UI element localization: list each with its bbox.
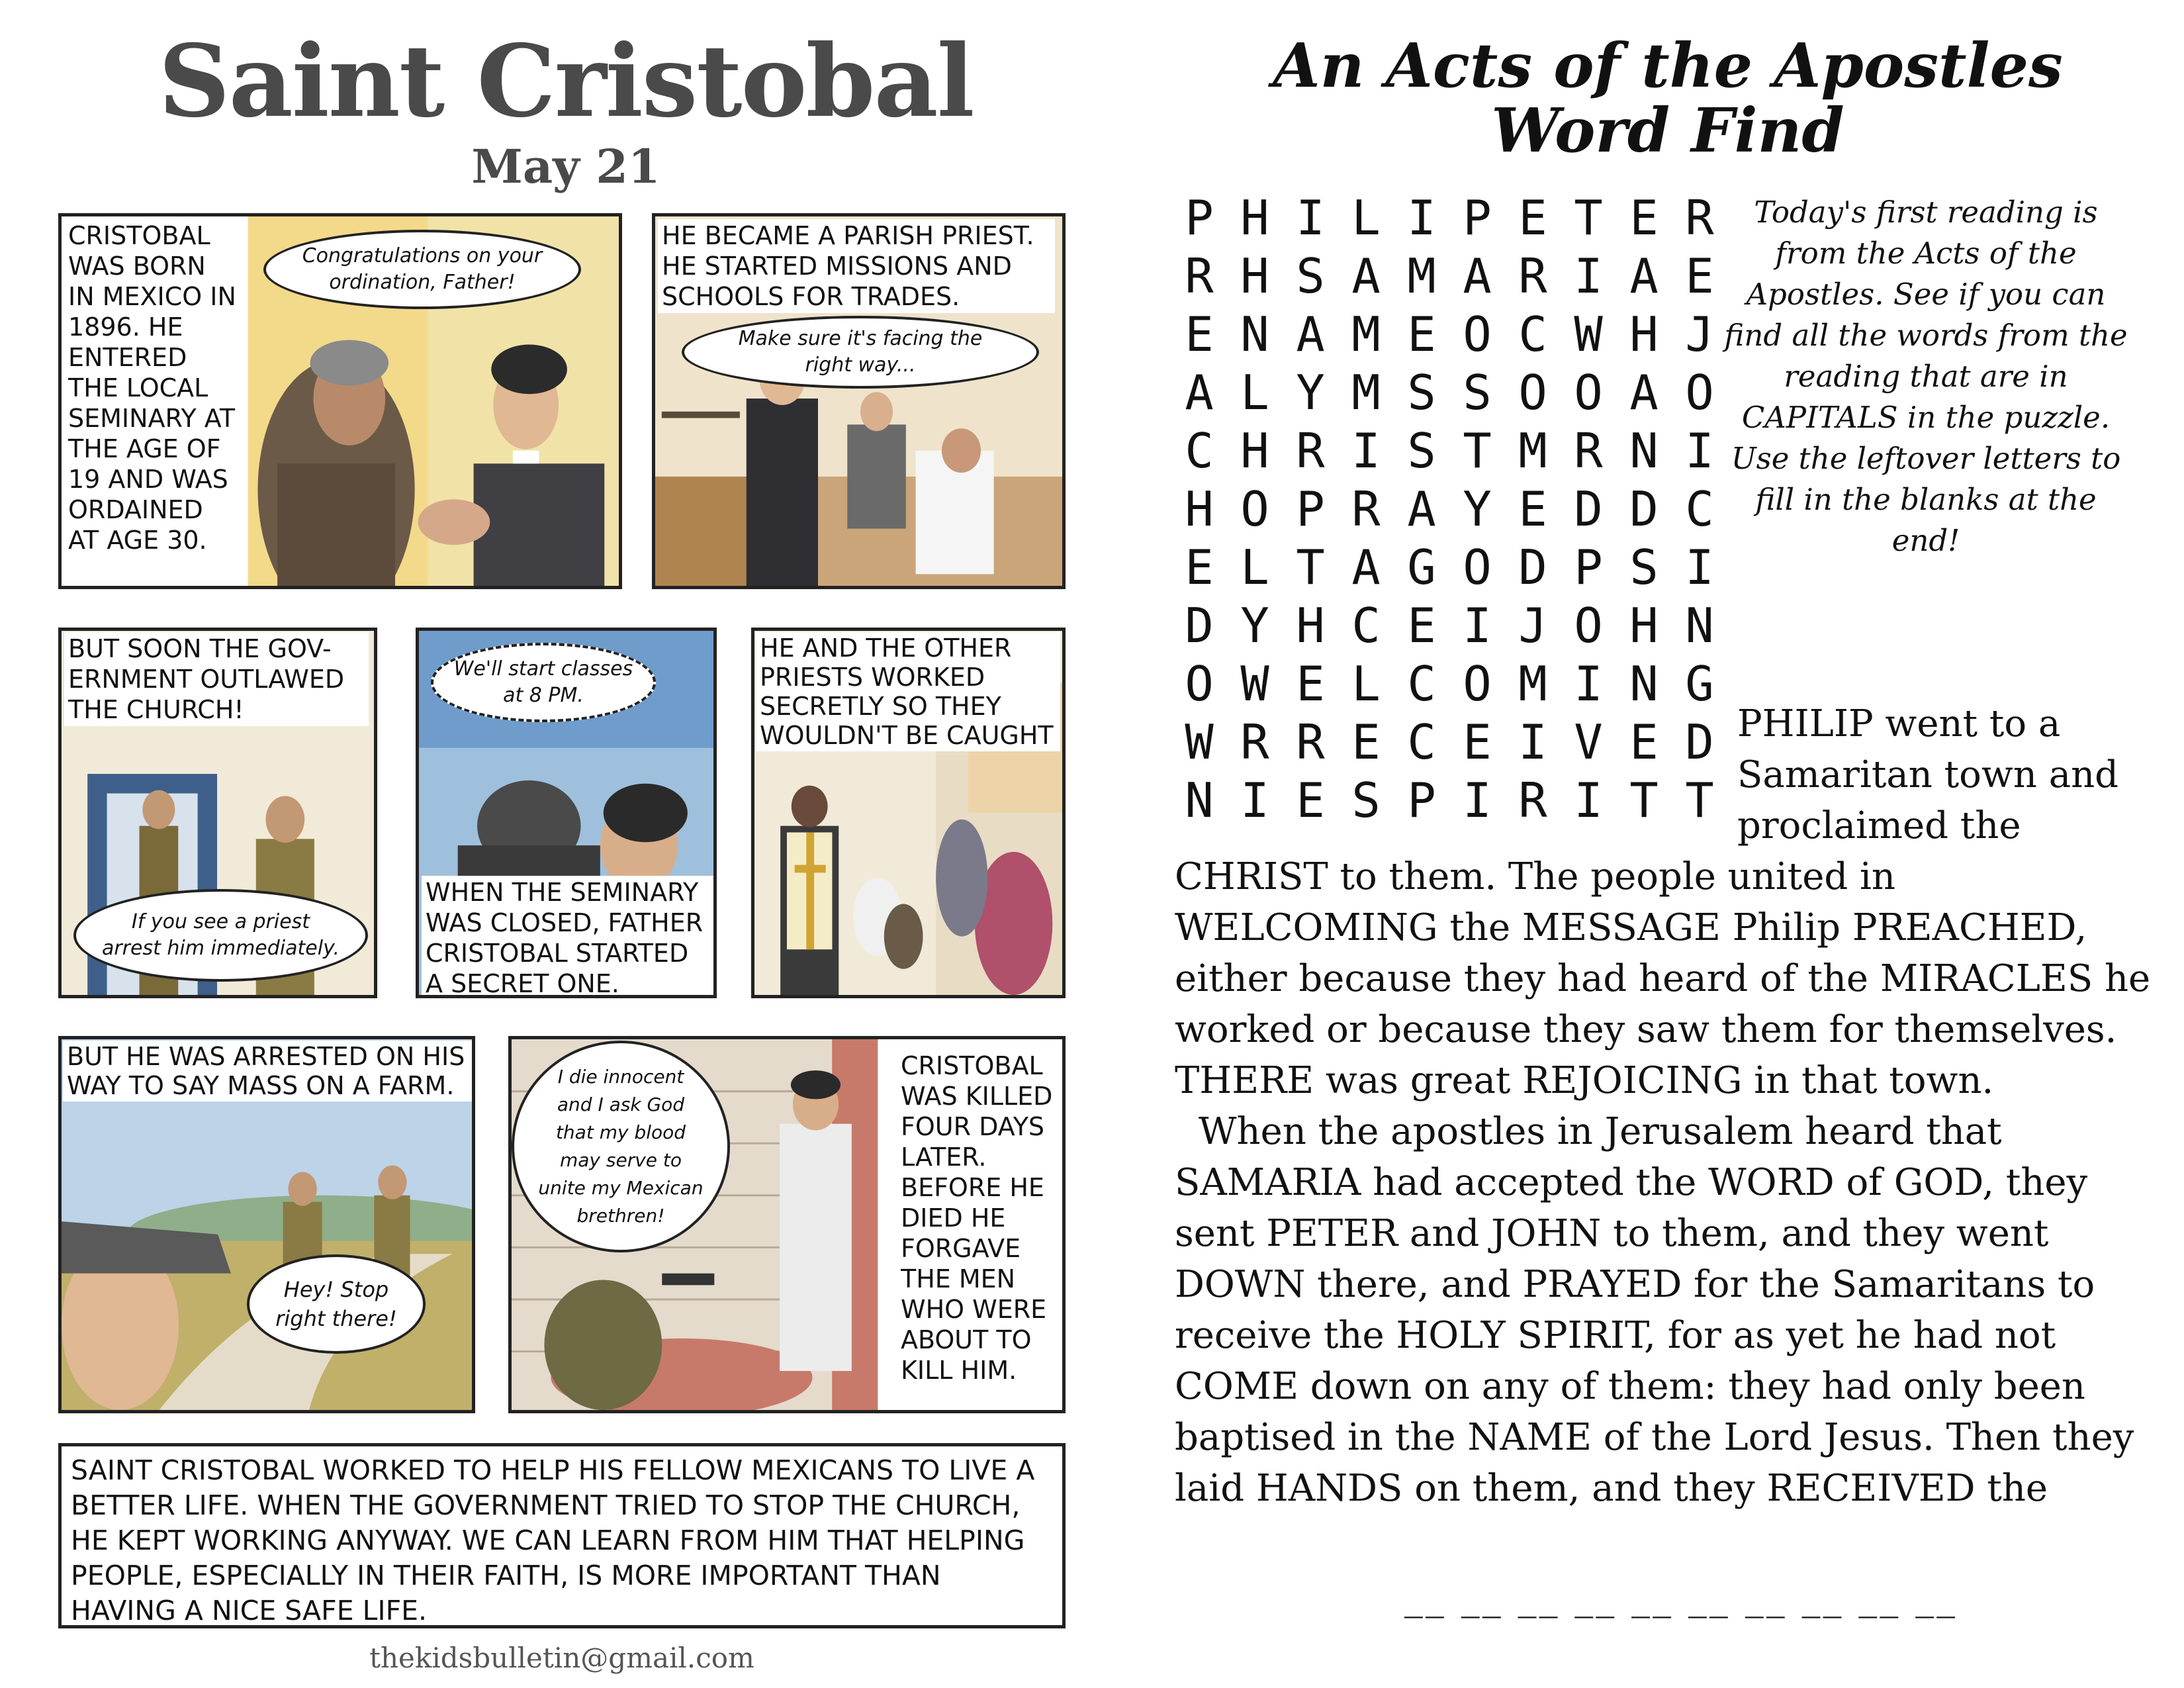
grid-row [1171, 480, 1727, 538]
grid-letter[interactable]: S [1629, 539, 1659, 595]
grid-row [1171, 305, 1727, 363]
grid-letter[interactable]: T [1296, 539, 1325, 595]
answer-blanks[interactable]: __ __ __ __ __ __ __ __ __ __ [1404, 1575, 1958, 1618]
grid-letter[interactable]: N [1629, 423, 1659, 479]
grid-letter[interactable]: I [1240, 773, 1269, 828]
grid-letter[interactable]: T [1574, 190, 1603, 246]
feast-date: May 21 [471, 139, 660, 194]
comic-panel-secret-seminary [416, 628, 717, 998]
reading-start: PHILIP went to a Samaritan town and proclaimed the [1737, 702, 2118, 847]
comic-panel-secret-mass [751, 628, 1066, 998]
grid-letter[interactable]: L [1351, 656, 1381, 712]
grid-letter[interactable]: R [1240, 714, 1269, 770]
grid-letter[interactable]: I [1574, 773, 1603, 828]
grid-row [1171, 771, 1727, 829]
grid-letter[interactable]: E [1407, 306, 1436, 362]
panel-caption: BUT HE WAS ARRESTED ON HIS WAY TO SAY MASS ON A FARM. [63, 1041, 475, 1102]
word-search-grid [1171, 189, 1727, 829]
grid-letter[interactable]: C [1351, 598, 1381, 653]
grid-letter[interactable]: H [1240, 248, 1269, 304]
grid-letter[interactable]: O [1574, 365, 1603, 420]
grid-letter[interactable]: W [1240, 656, 1269, 712]
grid-letter[interactable]: D [1574, 481, 1603, 537]
grid-letter[interactable]: E [1685, 248, 1714, 304]
grid-letter[interactable]: T [1685, 773, 1714, 828]
grid-letter[interactable]: L [1240, 365, 1269, 420]
grid-letter[interactable]: O [1463, 539, 1492, 595]
contact-email: thekidsbulletin@gmail.com [369, 1642, 754, 1674]
grid-letter[interactable]: N [1240, 306, 1269, 362]
grid-letter[interactable]: E [1185, 306, 1214, 362]
speech-bubble: Congratulations on your ordination, Father! [263, 230, 581, 309]
grid-letter[interactable]: E [1463, 714, 1492, 770]
grid-letter[interactable]: I [1463, 773, 1492, 828]
grid-letter[interactable]: Y [1240, 598, 1269, 653]
grid-row [1171, 363, 1727, 422]
word-find-title [1165, 30, 2171, 166]
grid-letter[interactable]: P [1463, 190, 1492, 246]
grid-letter[interactable]: O [1240, 481, 1269, 537]
grid-letter[interactable]: I [1574, 656, 1603, 712]
grid-row [1171, 189, 1727, 247]
comic-panel-parish-priest [652, 213, 1066, 589]
grid-letter[interactable]: O [1463, 656, 1492, 712]
grid-letter[interactable]: L [1240, 539, 1269, 595]
grid-letter[interactable]: W [1185, 714, 1214, 770]
grid-letter[interactable]: N [1629, 656, 1659, 712]
grid-letter[interactable]: C [1407, 714, 1436, 770]
speech-bubble: Hey! Stop right there! [247, 1254, 426, 1354]
grid-letter[interactable]: I [1574, 248, 1603, 304]
grid-letter[interactable]: O [1685, 365, 1714, 420]
grid-row [1171, 422, 1727, 480]
speech-bubble: I die innocent and I ask God that my blood may serve to unite my Mexican brethren! [512, 1041, 730, 1252]
page-title: Saint Cristobal [158, 23, 974, 140]
grid-letter[interactable]: C [1685, 481, 1714, 537]
grid-letter[interactable]: P [1407, 773, 1436, 828]
grid-letter[interactable]: E [1185, 539, 1214, 595]
panel-caption: WHEN THE SEMINARY WAS CLOSED, FATHER CRISTOBAL STARTED A SECRET ONE. [422, 876, 716, 998]
grid-letter[interactable]: I [1351, 423, 1381, 479]
grid-letter[interactable]: M [1407, 248, 1436, 304]
grid-letter[interactable]: I [1685, 423, 1714, 479]
grid-letter[interactable]: N [1685, 598, 1714, 653]
grid-letter[interactable]: E [1629, 190, 1659, 246]
grid-letter[interactable]: C [1407, 656, 1436, 712]
grid-letter[interactable]: E [1296, 656, 1325, 712]
grid-letter[interactable]: O [1463, 306, 1492, 362]
grid-row [1171, 713, 1727, 771]
grid-letter[interactable]: M [1518, 656, 1547, 712]
grid-letter[interactable]: A [1351, 248, 1381, 304]
grid-row [1171, 538, 1727, 596]
grid-letter[interactable]: N [1185, 773, 1214, 828]
reading-body [1175, 851, 2167, 1514]
panel-caption: HE BECAME A PARISH PRIEST. HE STARTED MISSIONS AND SCHOOLS FOR TRADES. [658, 219, 1055, 313]
grid-letter[interactable]: S [1296, 248, 1325, 304]
grid-letter[interactable]: A [1296, 306, 1325, 362]
speech-bubble: If you see a priest arrest him immediately. [73, 889, 368, 982]
grid-letter[interactable]: P [1296, 481, 1325, 537]
grid-letter[interactable]: H [1185, 481, 1214, 537]
grid-letter[interactable]: E [1351, 714, 1381, 770]
panel-caption: BUT SOON THE GOV- ERNMENT OUTLAWED THE CHURCH! [64, 632, 369, 726]
grid-letter[interactable]: A [1629, 248, 1659, 304]
grid-letter[interactable]: I [1296, 190, 1325, 246]
grid-letter[interactable]: D [1518, 539, 1547, 595]
grid-letter[interactable]: E [1296, 773, 1325, 828]
panel-caption: CRISTOBAL WAS BORN IN MEXICO IN 1896. HE ENTERED THE LOCAL SEMINARY AT THE AGE OF 19 AND WAS ORDAINED AT AGE 30. [64, 219, 246, 557]
comic-panel-birth [58, 213, 622, 589]
grid-letter[interactable]: J [1685, 306, 1714, 362]
comic-panel-arrest [58, 1036, 475, 1413]
grid-letter[interactable]: E [1518, 190, 1547, 246]
grid-letter[interactable]: R [1296, 714, 1325, 770]
grid-letter[interactable]: G [1407, 539, 1436, 595]
reading-paragraph-2: When the apostles in Jerusalem heard that SAMARIA had accepted the WORD of GOD, they sent PETER and JOHN to them, and they went DOWN there, and PRAYED for the Samaritans to receive the HOLY SPIRIT, for as yet he had not COME down on any of them: they had only been baptised in the NAME of the Lord Jesus. Then they laid HANDS on them, and they RECEIVED the [1175, 1110, 2134, 1510]
lesson-box: SAINT CRISTOBAL WORKED TO HELP HIS FELLOW MEXICANS TO LIVE A BETTER LIFE. WHEN THE GOVERNMENT TRIED TO STOP THE CHURCH, HE KEPT WORKING ANYWAY. WE CAN LEARN FROM HIM THAT HELPING PEOPLE, ESPECIALLY IN THEIR FAITH, IS MORE IMPORTANT THAN HAVING A NICE SAFE LIFE. [58, 1443, 1066, 1628]
title-line-2: Word Find [1491, 95, 1844, 166]
grid-letter[interactable]: I [1463, 598, 1492, 653]
grid-row [1171, 655, 1727, 713]
grid-letter[interactable]: A [1629, 365, 1659, 420]
grid-letter[interactable]: E [1518, 481, 1547, 537]
grid-letter[interactable]: M [1518, 423, 1547, 479]
grid-letter[interactable]: R [1685, 190, 1714, 246]
grid-letter[interactable]: H [1240, 190, 1269, 246]
grid-letter[interactable]: H [1240, 423, 1269, 479]
reading-paragraph-1: CHRIST to them. The people united in WELCOMING the MESSAGE Philip PREACHED, either because they had heard of the MIRACLES he worked or because they saw them for themselves. THERE was great REJOICING in that town. [1175, 855, 2151, 1102]
grid-letter[interactable]: R [1296, 423, 1325, 479]
grid-letter[interactable]: D [1685, 714, 1714, 770]
grid-letter[interactable]: O [1574, 598, 1603, 653]
grid-letter[interactable]: C [1185, 423, 1214, 479]
grid-letter[interactable]: J [1518, 598, 1547, 653]
grid-letter[interactable]: A [1351, 539, 1381, 595]
grid-letter[interactable]: I [1407, 190, 1436, 246]
title-line-1: An Acts of the Apostles [1273, 30, 2063, 101]
grid-letter[interactable]: P [1574, 539, 1603, 595]
grid-letter[interactable]: S [1407, 365, 1436, 420]
grid-letter[interactable]: S [1407, 423, 1436, 479]
grid-letter[interactable]: A [1185, 365, 1214, 420]
grid-letter[interactable]: V [1574, 714, 1603, 770]
grid-letter[interactable]: E [1407, 598, 1436, 653]
grid-letter[interactable]: D [1185, 598, 1214, 653]
grid-letter[interactable]: T [1463, 423, 1492, 479]
grid-row [1171, 596, 1727, 655]
grid-letter[interactable]: L [1351, 190, 1381, 246]
grid-letter[interactable]: T [1629, 773, 1659, 828]
comic-panel-martyrdom [508, 1036, 1066, 1413]
panel-caption: CRISTOBAL WAS KILLED FOUR DAYS LATER. BEFORE HE DIED HE FORGAVE THE MEN WHO WERE ABOUT TO KILL HIM. [897, 1049, 1062, 1387]
grid-letter[interactable]: R [1518, 248, 1547, 304]
grid-letter[interactable]: A [1407, 481, 1436, 537]
grid-row [1171, 247, 1727, 305]
grid-letter[interactable]: I [1518, 714, 1547, 770]
grid-letter[interactable]: I [1685, 539, 1714, 595]
grid-letter[interactable]: R [1518, 773, 1547, 828]
grid-letter[interactable]: R [1574, 423, 1603, 479]
grid-letter[interactable]: R [1351, 481, 1381, 537]
grid-letter[interactable]: R [1185, 248, 1214, 304]
panel-caption: HE AND THE OTHER PRIESTS WORKED SECRETLY SO THEY WOULDN'T BE CAUGHT [756, 632, 1060, 751]
grid-letter[interactable]: S [1463, 365, 1492, 420]
grid-letter[interactable]: E [1629, 714, 1659, 770]
grid-letter[interactable]: Y [1296, 365, 1325, 420]
grid-letter[interactable]: O [1518, 365, 1547, 420]
grid-letter[interactable]: M [1351, 306, 1381, 362]
grid-letter[interactable]: D [1629, 481, 1659, 537]
grid-letter[interactable]: H [1629, 306, 1659, 362]
grid-letter[interactable]: M [1351, 365, 1381, 420]
grid-letter[interactable]: O [1185, 656, 1214, 712]
grid-letter[interactable]: W [1574, 306, 1603, 362]
instructions: Today's first reading is from the Acts of the Apostles. See if you can find all the words from the reading that are in CAPITALS in the puzzle. Use the leftover letters to fill in the blanks at the end! [1724, 195, 2128, 558]
grid-letter[interactable]: H [1296, 598, 1325, 653]
whisper-bubble: We'll start classes at 8 PM. [431, 643, 656, 722]
speech-bubble: Make sure it's facing the right way... [682, 316, 1039, 389]
grid-letter[interactable]: H [1629, 598, 1659, 653]
grid-letter[interactable]: S [1351, 773, 1381, 828]
grid-letter[interactable]: P [1185, 190, 1214, 246]
grid-letter[interactable]: A [1463, 248, 1492, 304]
grid-letter[interactable]: Y [1463, 481, 1492, 537]
comic-panel-government [58, 628, 377, 998]
grid-letter[interactable]: C [1518, 306, 1547, 362]
grid-letter[interactable]: G [1685, 656, 1714, 712]
